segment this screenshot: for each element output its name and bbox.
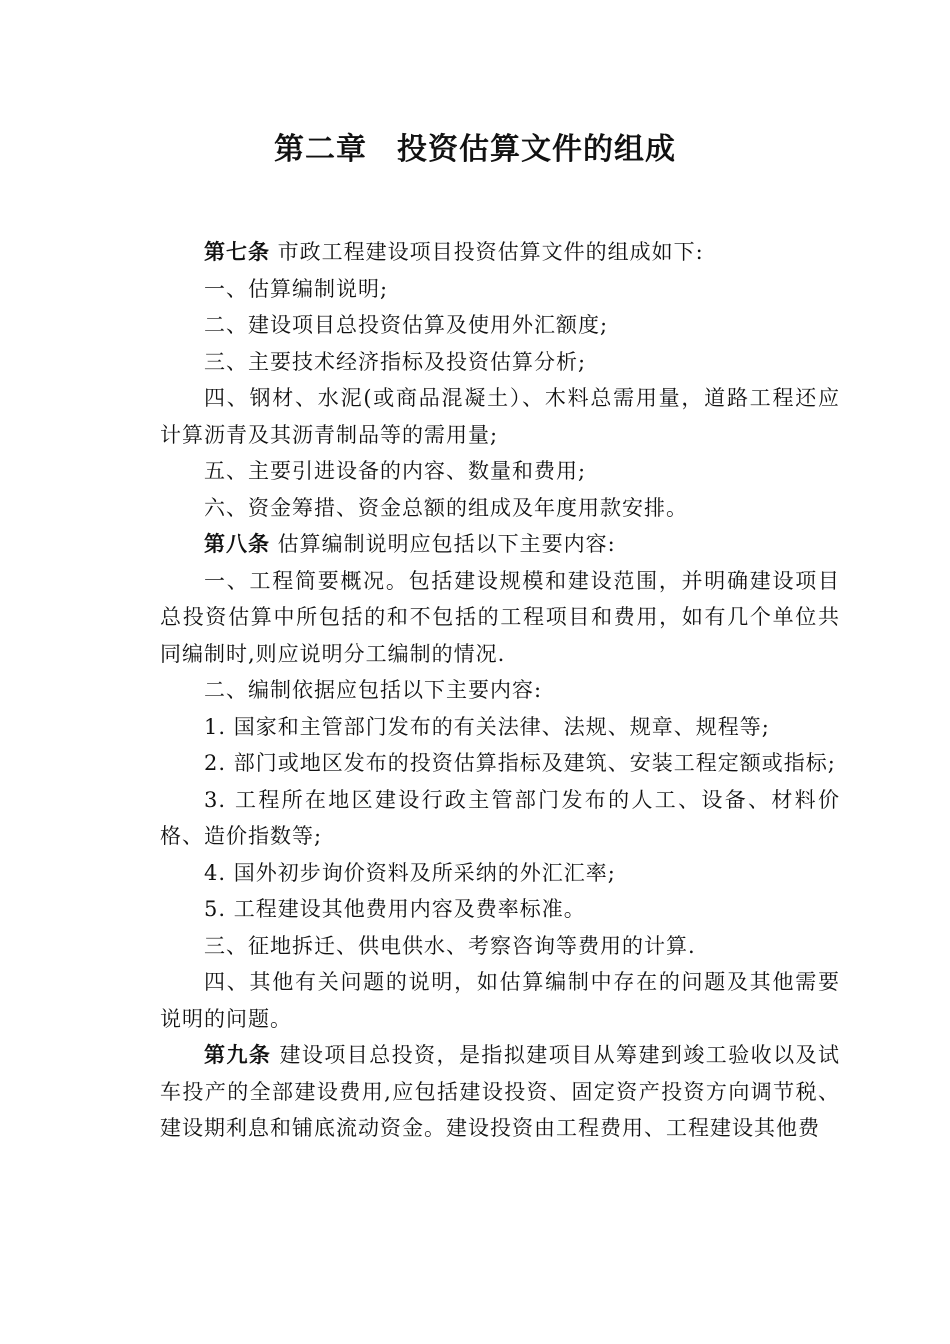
paragraph-text: 六、资金筹措、资金总额的组成及年度用款安排。 — [204, 495, 688, 520]
paragraph-text: 5. 工程建设其他费用内容及费率标准。 — [204, 897, 586, 921]
paragraph-text: 建设项目总投资，是指拟建项目从筹建到竣工验收以及试车投产的全部建设费用,应包括建设投资、固定资产投资方向调节税、建设期利息和铺底流动资金。建设投资由工程费用、工程建设其他费 — [160, 1043, 840, 1140]
paragraph — [160, 745, 840, 782]
paragraph — [160, 344, 840, 381]
paragraph-text: 4. 国外初步询价资料及所采纳的外汇汇率; — [204, 860, 616, 885]
paragraph-text: 三、征地拆迁、供电供水、考察咨询等费用的计算. — [204, 933, 696, 958]
paragraph — [160, 526, 840, 563]
paragraph-text: 一、估算编制说明; — [204, 276, 389, 301]
paragraph-text: 2. 部门或地区发布的投资估算指标及建筑、安装工程定额或指标; — [204, 751, 836, 775]
paragraph — [160, 891, 840, 928]
article-label: 第七条 — [204, 239, 270, 264]
paragraph-text: 五、主要引进设备的内容、数量和费用; — [204, 459, 587, 483]
paragraph — [160, 380, 840, 453]
paragraph — [160, 1037, 840, 1147]
paragraph — [160, 490, 840, 527]
paragraph-text: 估算编制说明应包括以下主要内容: — [270, 532, 616, 556]
paragraph-text: 市政工程建设项目投资估算文件的组成如下: — [270, 240, 704, 264]
body-text — [160, 234, 840, 1147]
paragraph — [160, 453, 840, 490]
paragraph — [160, 234, 840, 271]
paragraph — [160, 672, 840, 709]
paragraph-text: 二、编制依据应包括以下主要内容: — [204, 678, 543, 702]
paragraph-text: 二、建设项目总投资估算及使用外汇额度; — [204, 313, 609, 337]
paragraph-text: 三、主要技术经济指标及投资估算分析; — [204, 349, 587, 374]
paragraph-text: 四、钢材、水泥(或商品混凝土）、木料总需用量，道路工程还应计算沥青及其沥青制品等的需用量; — [160, 386, 840, 447]
paragraph-text: 3. 工程所在地区建设行政主管部门发布的人工、设备、材料价格、造价指数等; — [160, 787, 840, 848]
paragraph — [160, 563, 840, 673]
paragraph-text: 四、其他有关问题的说明，如估算编制中存在的问题及其他需要说明的问题。 — [160, 970, 840, 1031]
page-title — [0, 128, 950, 172]
paragraph — [160, 782, 840, 855]
paragraph — [160, 271, 840, 308]
paragraph — [160, 709, 840, 746]
chapter-title: 投资估算文件的组成 — [397, 132, 676, 167]
paragraph-text: 一、工程简要概况。包括建设规模和建设范围，并明确建设项目总投资估算中所包括的和不包括的工程项目和费用，如有几个单位共同编制时,则应说明分工编制的情况. — [160, 568, 840, 666]
chapter-number: 第二章 — [274, 132, 367, 167]
paragraph — [160, 964, 840, 1037]
article-label: 第八条 — [204, 531, 270, 556]
paragraph — [160, 928, 840, 965]
paragraph — [160, 307, 840, 344]
article-label: 第九条 — [204, 1042, 272, 1067]
paragraph-text: 1. 国家和主管部门发布的有关法律、法规、规章、规程等; — [204, 714, 770, 739]
paragraph — [160, 855, 840, 892]
